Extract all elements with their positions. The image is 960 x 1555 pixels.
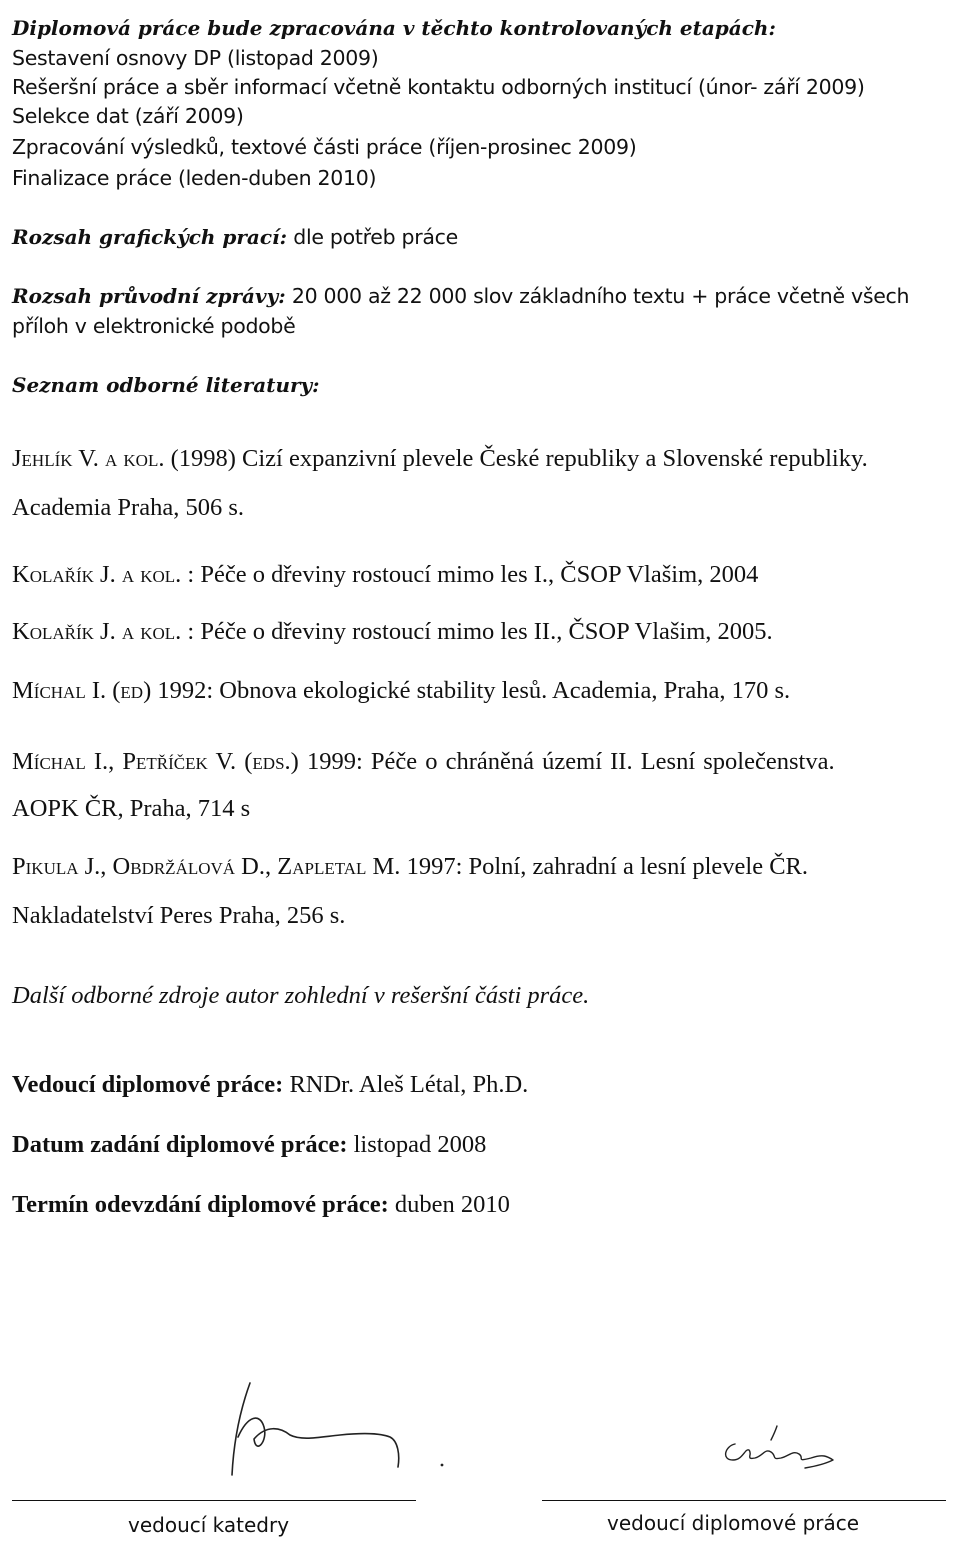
zprava-label: Rozsah průvodní zprávy:: [12, 284, 286, 308]
left-signature: [220, 1375, 460, 1485]
etapa-item: Sestavení osnovy DP (listopad 2009): [12, 46, 379, 70]
graficke-row: [12, 223, 458, 251]
reference-text: : Péče o dřeviny rostoucí mimo les II., ČSOP Vlašim, 2005.: [181, 618, 773, 645]
vedouci-row: [12, 1071, 528, 1099]
reference-author: Míchal I., Petříček V. (eds.): [12, 748, 299, 775]
reference-text: (1998) Cizí expanzivní plevele České republiky a Slovenské republiky.: [164, 445, 868, 472]
vedouci-label: Vedoucí diplomové práce:: [12, 1071, 284, 1098]
reference-author: Kolařík J. a kol.: [12, 618, 182, 645]
reference-text: 1999: Péče o chráněná území II. Lesní společenstva.: [298, 748, 835, 775]
literatura-heading: Seznam odborné literatury:: [12, 373, 320, 397]
right-signature: [715, 1420, 855, 1480]
reference-author: Jehlík V. a kol.: [12, 445, 165, 472]
reference-item: [12, 853, 808, 881]
reference-item: [12, 748, 835, 776]
reference-author: Kolařík J. a kol.: [12, 561, 182, 588]
reference-item: [12, 677, 790, 705]
left-signature-label: vedoucí katedry: [128, 1513, 290, 1537]
termin-row: [12, 1191, 510, 1219]
right-signature-line: [542, 1500, 946, 1501]
reference-line2: Academia Praha, 506 s.: [12, 494, 244, 521]
reference-item: [12, 561, 758, 589]
reference-line2: AOPK ČR, Praha, 714 s: [12, 795, 251, 822]
reference-author: Pikula J., Obdržálová D., Zapletal M.: [12, 853, 401, 880]
termin-value: duben 2010: [388, 1191, 510, 1218]
reference-line2: Nakladatelství Peres Praha, 256 s.: [12, 902, 346, 929]
zadani-label: Datum zadání diplomové práce:: [12, 1131, 348, 1158]
etapa-item: Rešeršní práce a sběr informací včetně kontaktu odborných institucí (únor- září 2009): [12, 75, 865, 99]
termin-label: Termín odevzdání diplomové práce:: [12, 1191, 389, 1218]
etapy-heading: Diplomová práce bude zpracována v těchto kontrolovaných etapách:: [12, 16, 776, 40]
vedouci-value: RNDr. Aleš Létal, Ph.D.: [283, 1071, 529, 1098]
graficke-label: Rozsah grafických prací:: [12, 225, 288, 249]
etapa-item: Finalizace práce (leden-duben 2010): [12, 166, 377, 190]
reference-item: [12, 445, 868, 473]
reference-author: Míchal I. (ed): [12, 677, 152, 704]
graficke-value: dle potřeb práce: [287, 225, 458, 249]
zadani-row: [12, 1131, 486, 1159]
left-signature-line: [12, 1500, 416, 1501]
right-signature-label: vedoucí diplomové práce: [607, 1511, 860, 1535]
etapa-item: Selekce dat (září 2009): [12, 104, 244, 128]
reference-text: 1997: Polní, zahradní a lesní plevele ČR.: [400, 853, 809, 880]
literatura-note: Další odborné zdroje autor zohlední v rešeršní části práce.: [12, 982, 590, 1009]
reference-text: : Péče o dřeviny rostoucí mimo les I., ČSOP Vlašim, 2004: [181, 561, 759, 588]
reference-item: [12, 618, 773, 646]
zprava-row: [12, 282, 909, 310]
reference-text: 1992: Obnova ekologické stability lesů. Academia, Praha, 170 s.: [151, 677, 791, 704]
zprava-value: 20 000 až 22 000 slov základního textu + práce včetně všech: [285, 284, 910, 308]
zadani-value: listopad 2008: [347, 1131, 487, 1158]
etapa-item: Zpracování výsledků, textové části práce (říjen-prosinec 2009): [12, 135, 637, 159]
zprava-line2: příloh v elektronické podobě: [12, 314, 296, 338]
